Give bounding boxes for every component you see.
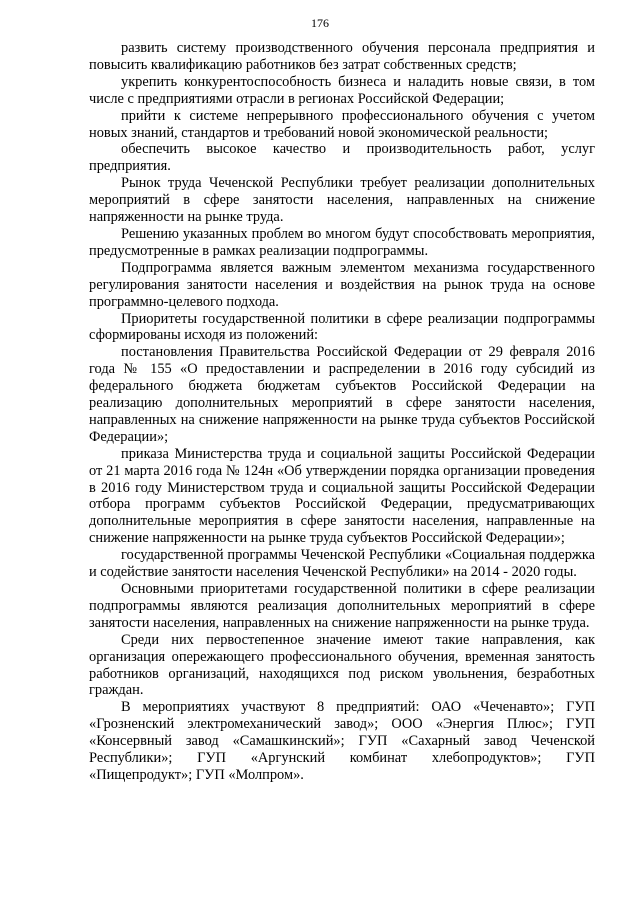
paragraph-government-resolution: постановления Правительства Российской Федерации от 29 февраля 2016 года № 155 «О предоставлении и распределении в 2016 году субсидий из федерального бюджета бюджетам субъектов Российской Федерации на реализацию дополнительных мероприятий в сфере занятости населения, направленных на снижение напряженности на рынке труда субъектов Российской Федерации»;: [89, 344, 595, 445]
page-number: 176: [311, 16, 329, 30]
paragraph-labor-market: Рынок труда Чеченской Республики требует реализации дополнительных мероприятий в сфере занятости населения, направленных на снижение напряженности на рынке труда.: [89, 175, 595, 226]
paragraph-subprogram-role: Подпрограмма является важным элементом механизма государственного регулирования занятости населения и воздействия на рынок труда на основе программно-целевого подхода.: [89, 259, 595, 310]
paragraph-ministry-order: приказа Министерства труда и социальной защиты Российской Федерации от 21 марта 2016 года № 124н «Об утверждении порядка организации проведения в 2016 году Министерством труда и социальной защиты Российской Федерации отбора программ субъектов Российской Федерации, предусматривающих дополнительные мероприятия в сфере занятости населения, направленные на снижение напряженности на рынке труда субъектов Российской Федерации»;: [89, 445, 595, 547]
paragraph-goal-continuous-learning: прийти к системе непрерывного профессионального обучения с учетом новых знаний, стандартов и требований новой экономической реальности;: [89, 107, 595, 141]
document-body: [89, 40, 595, 784]
paragraph-key-directions: Среди них первостепенное значение имеют такие направления, как организация опережающего профессионального обучения, временная занятость работников организаций, находящихся под риском увольнения, безработных граждан.: [89, 631, 595, 699]
paragraph-goal-training: развить систему производственного обучения персонала предприятия и повысить квалификацию работников без затрат собственных средств;: [89, 40, 595, 73]
paragraph-priorities-intro: Приоритеты государственной политики в сфере реализации подпрограммы сформированы исходя из положений:: [89, 310, 595, 344]
paragraph-participating-enterprises: В мероприятиях участвуют 8 предприятий: ОАО «Чеченавто»; ГУП «Грозненский электромеханический завод»; ООО «Энергия Плюс»; ГУП «Консервный завод «Самашкинский»; ГУП «Сахарный завод Чеченской Республики»; ГУП «Аргунский комбинат хлебопродуктов»; ГУП «Пищепродукт»; ГУП «Молпром».: [89, 699, 595, 783]
paragraph-problem-solving: Решению указанных проблем во многом будут способствовать мероприятия, предусмотренные в рамках реализации подпрограммы.: [89, 225, 595, 259]
paragraph-goal-competitiveness: укрепить конкурентоспособность бизнеса и наладить новые связи, в том числе с предприятиями отрасли в регионах Российской Федерации;: [89, 73, 595, 107]
paragraph-main-priorities: Основными приоритетами государственной политики в сфере реализации подпрограммы являются реализация дополнительных мероприятий в сфере занятости населения, направленных на снижение напряженности на рынке труда.: [89, 581, 595, 631]
paragraph-goal-quality: обеспечить высокое качество и производительность работ, услуг предприятия.: [89, 141, 595, 175]
paragraph-state-program: государственной программы Чеченской Республики «Социальная поддержка и содействие занятости населения Чеченской Республики» на 2014 - 2020 годы.: [89, 547, 595, 581]
